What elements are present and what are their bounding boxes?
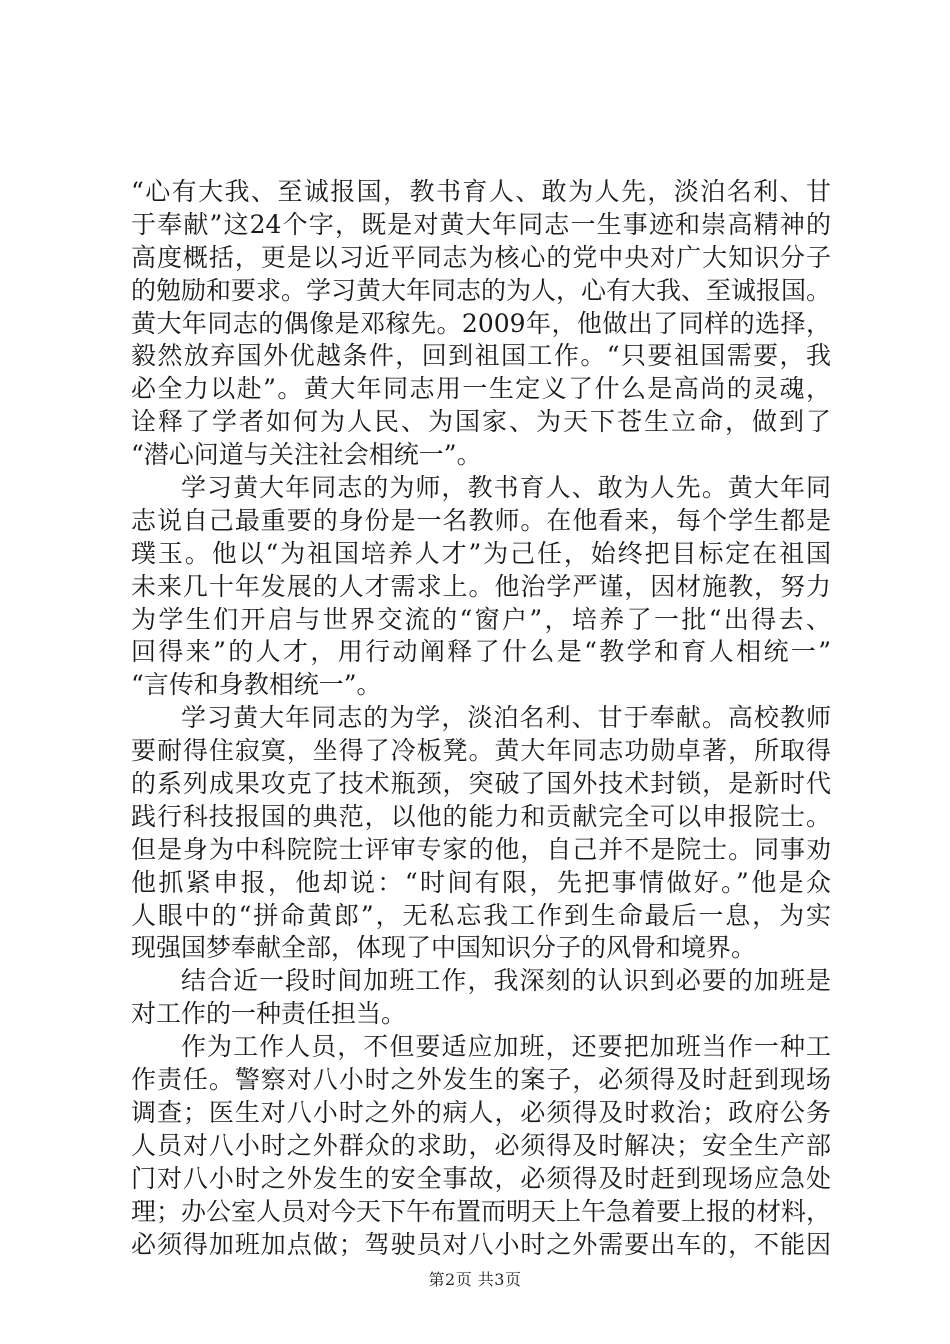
text-line: 高度概括，更是以习近平同志为核心的党中央对广大知识分子 <box>131 242 831 272</box>
text-line: 黄大年同志的偶像是邓稼先。2009年，他做出了同样的选择， <box>131 308 831 338</box>
text-line: 门对八小时之外发生的安全事故，必须得及时赶到现场应急处 <box>131 1163 831 1193</box>
text-line: 璞玉。他以“为祖国培养人才”为己任，始终把目标定在祖国 <box>131 538 831 568</box>
text-line: 但是身为中科院院士评审专家的他，自己并不是院士。同事劝 <box>131 834 831 864</box>
text-line: 未来几十年发展的人才需求上。他治学严谨，因材施教，努力 <box>131 571 831 601</box>
text-line: “潜心问道与关注社会相统一”。 <box>131 440 482 470</box>
text-line: 学习黄大年同志的为学，淡泊名利、甘于奉献。高校教师 <box>181 703 831 733</box>
text-line: 对工作的一种责任担当。 <box>131 999 407 1029</box>
text-line: 践行科技报国的典范，以他的能力和贡献完全可以申报院士。 <box>131 801 831 831</box>
text-line: 毅然放弃国外优越条件，回到祖国工作。“只要祖国需要，我 <box>131 341 831 371</box>
text-line: 人员对八小时之外群众的求助，必须得及时解决；安全生产部 <box>131 1130 831 1160</box>
document-body <box>131 176 831 1261</box>
text-line: 的系列成果攻克了技术瓶颈，突破了国外技术封锁，是新时代 <box>131 769 831 799</box>
text-line: 作责任。警察对八小时之外发生的案子，必须得及时赶到现场 <box>131 1065 831 1095</box>
page-number-footer: 第2页 共3页 <box>428 1270 522 1289</box>
text-line: 的勉励和要求。学习黄大年同志的为人，心有大我、至诚报国。 <box>131 275 832 305</box>
text-line: 理；办公室人员对今天下午布置而明天上午急着要上报的材料， <box>131 1196 832 1226</box>
text-line: “言传和身教相统一”。 <box>131 670 382 700</box>
text-line: 必须得加班加点做；驾驶员对八小时之外需要出车的，不能因 <box>131 1229 831 1259</box>
text-line: 现强国梦奉献全部，体现了中国知识分子的风骨和境界。 <box>131 933 757 963</box>
text-line: 回得来”的人才，用行动阐释了什么是“教学和育人相统一” <box>131 637 831 667</box>
text-line: 为学生们开启与世界交流的“窗户”，培养了一批“出得去、 <box>131 604 831 634</box>
text-line: 于奉献”这24个字，既是对黄大年同志一生事迹和崇高精神的 <box>131 209 831 239</box>
text-line: 结合近一段时间加班工作，我深刻的认识到必要的加班是 <box>181 966 831 996</box>
text-line: 调查；医生对八小时之外的病人，必须得及时救治；政府公务 <box>131 1097 831 1127</box>
text-line: 志说自己最重要的身份是一名教师。在他看来，每个学生都是 <box>131 505 831 535</box>
text-line: 学习黄大年同志的为师，教书育人、敢为人先。黄大年同 <box>181 473 831 503</box>
text-line: 他抓紧申报，他却说：“时间有限，先把事情做好。”他是众 <box>131 867 831 897</box>
text-line: 人眼中的“拼命黄郎”，无私忘我工作到生命最后一息，为实 <box>131 900 831 930</box>
text-line: “心有大我、至诚报国，教书育人、敢为人先，淡泊名利、甘 <box>131 177 831 206</box>
text-line: 作为工作人员，不但要适应加班，还要把加班当作一种工 <box>181 1032 831 1062</box>
text-line: 诠释了学者如何为人民、为国家、为天下苍生立命，做到了 <box>131 407 831 437</box>
text-line: 要耐得住寂寞，坐得了冷板凳。黄大年同志功勋卓著，所取得 <box>131 736 831 766</box>
text-line: 必全力以赴”。黄大年同志用一生定义了什么是高尚的灵魂， <box>131 374 831 404</box>
